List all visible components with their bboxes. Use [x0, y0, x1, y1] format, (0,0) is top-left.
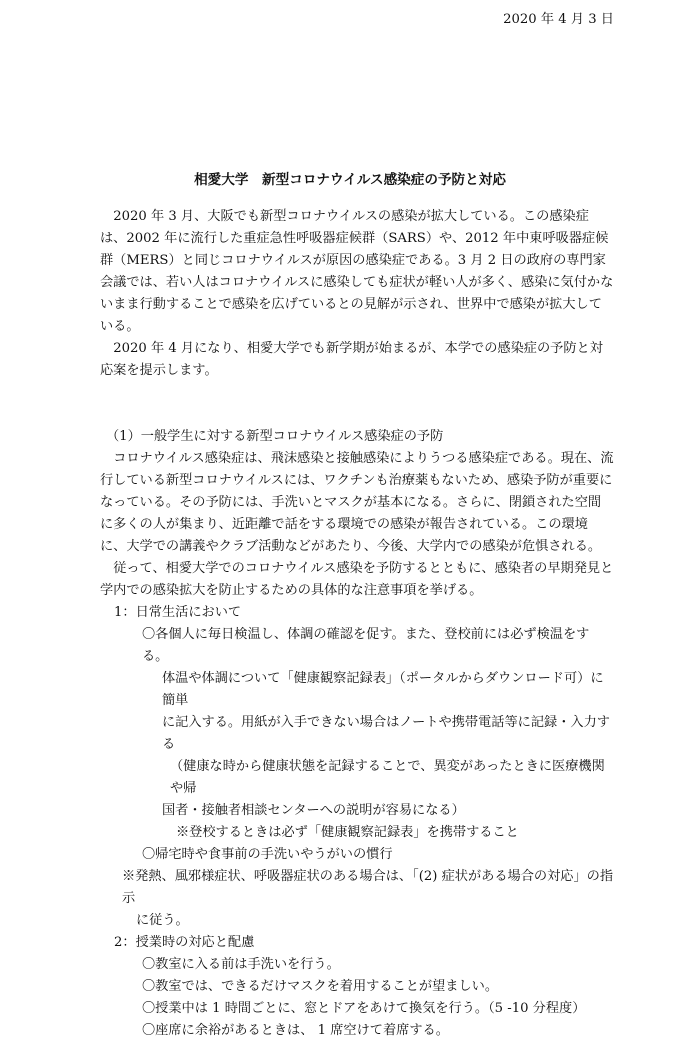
- item-1-warning-line-2: に従う。: [136, 913, 189, 928]
- item-1-bullet-1: 〇各個人に毎日検温し、体調の確認を促す。また、登校前には必ず検温をする。: [142, 627, 590, 664]
- section-1-paragraph-2: 従って、相愛大学でのコロナウイルス感染を予防するとともに、感染者の早期発見と学内での感染拡大を防止するための具体的な注意事項を挙げる。: [100, 561, 614, 598]
- section-1-heading: （1）一般学生に対する新型コロナウイルス感染症の予防: [106, 429, 444, 444]
- item-1-bullet-1-detail-1: 体温や体調について「健康観察記録表」（ポータルからダウンロード可）に簡単: [162, 671, 604, 708]
- document-date: 2020 年 4 月 3 日: [503, 12, 614, 27]
- intro-paragraph-1: 2020 年 3 月、大阪でも新型コロナウイルスの感染が拡大している。この感染症は、2002 年に流行した重症急性呼吸器症候群（SARS）や、2012 年中東呼吸器症候群（MERS）と同じコロナウイルスが原因の感染症である。3 月 2 日の政府の専門家会議では、若い人はコロナウイルスに感染しても症状が軽い人が多く、感染に気付かないまま行動することで感染を広げているとの見解が示され、世界中で感染が拡大している。: [100, 209, 614, 334]
- item-1-heading: 1：日常生活において: [114, 605, 242, 620]
- item-1-bullet-1-detail-2: に記入する。用紙が入手できない場合はノートや携帯電話等に記録・入力する: [162, 715, 610, 752]
- item-2-heading: 2：授業時の対応と配慮: [114, 935, 255, 950]
- document-body: [100, 206, 614, 1042]
- item-1-warning-line-1: ※発熱、風邪様症状、呼吸器症状のある場合は、「(2) 症状がある場合の対応」の指示: [122, 869, 614, 906]
- item-1-bullet-1-detail-4: 国者・接触者相談センターへの説明が容易になる）: [162, 803, 465, 818]
- item-1-bullet-1-note: ※登校するときは必ず「健康観察記録表」を携帯すること: [176, 825, 519, 840]
- section-1-paragraph-1: コロナウイルス感染症は、飛沫感染と接触感染によりうつる感染症である。現在、流行している新型コロナウイルスには、ワクチンも治療薬もないため、感染予防が重要になっている。その予防には、手洗いとマスクが基本になる。さらに、閉鎖された空間に多くの人が集まり、近距離で話をする環境での感染が報告されている。この環境に、大学での講義やクラブ活動などがあたり、今後、大学内での感染が危惧される。: [100, 451, 614, 554]
- item-1-bullet-1-detail-3: （健康な時から健康状態を記録することで、異変があったときに医療機関や帰: [170, 759, 605, 796]
- intro-paragraph-2: 2020 年 4 月になり、相愛大学でも新学期が始まるが、本学での感染症の予防と対応案を提示します。: [100, 341, 603, 378]
- item-2-bullet: 〇教室に入る前は手洗いを行う。: [142, 957, 340, 972]
- item-2-bullet: 〇座席に余裕があるときは、 1 席空けて着席する。: [142, 1023, 449, 1038]
- item-2-bullet: 〇授業中は 1 時間ごとに、窓とドアをあけて換気を行う。（5 -10 分程度）: [142, 1001, 586, 1016]
- item-2-bullet: 〇教室では、できるだけマスクを着用することが望ましい。: [142, 979, 499, 994]
- item-1-bullet-2: 〇帰宅時や食事前の手洗いやうがいの慣行: [142, 847, 393, 862]
- section-spacer: [100, 382, 614, 426]
- document-title: 相愛大学 新型コロナウイルス感染症の予防と対応: [194, 172, 506, 188]
